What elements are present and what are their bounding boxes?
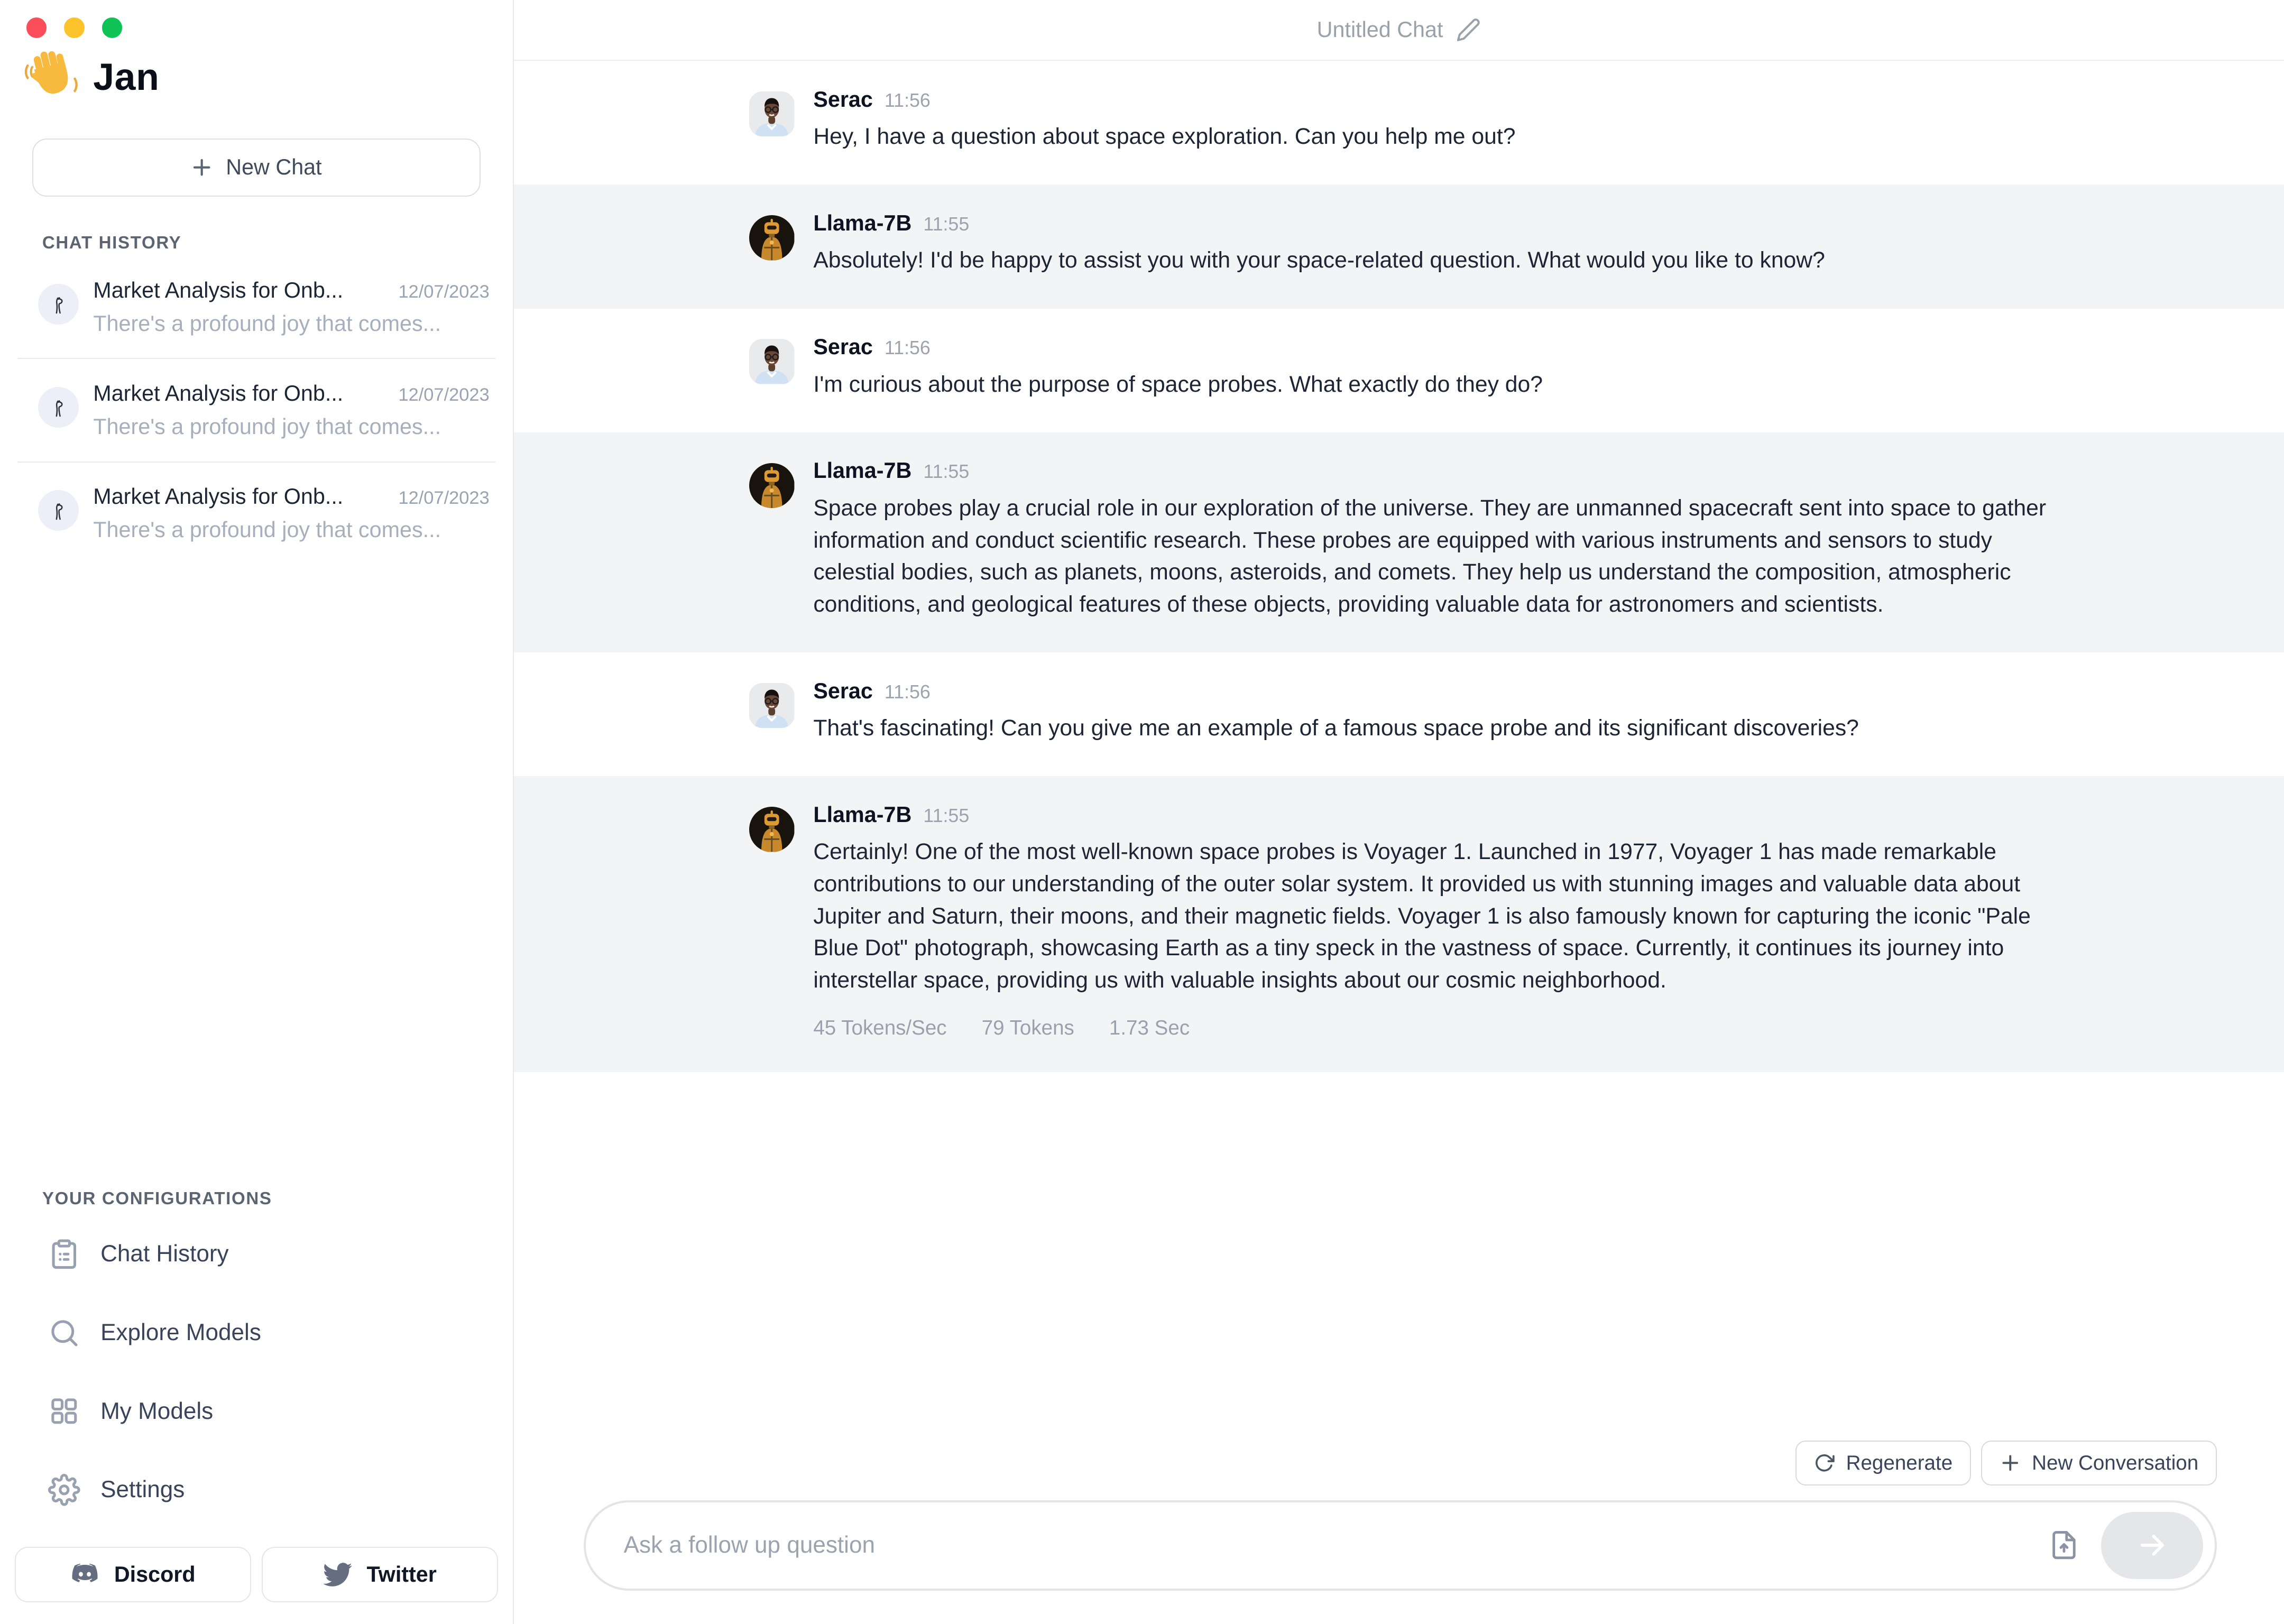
message-list — [514, 61, 2284, 1441]
message-time: 11:55 — [923, 461, 970, 483]
llama-avatar-icon — [38, 387, 79, 428]
assistant-avatar — [749, 463, 794, 508]
chat-preview: There's a profound joy that comes... — [93, 311, 441, 336]
sidebar-item-explore-models[interactable] — [0, 1294, 513, 1372]
message-input[interactable] — [621, 1530, 2037, 1560]
sidebar-item-settings[interactable] — [0, 1451, 513, 1529]
message-text: Space probes play a crucial role in our exploration of the universe. They are unmanned spacecraft sent into space to gather information and conduct scientific research. These probes are equipped with various instruments and sensors to study celestial bodies, such as planets, moons, asteroids, and comets. They help us understand the composition, atmospheric conditions, and geological features of these objects, providing valuable data for astronomers and scientists. — [813, 495, 2047, 617]
message-row-assistant — [514, 432, 2284, 652]
sidebar-item-my-models[interactable] — [0, 1372, 513, 1451]
file-upload-icon[interactable] — [2049, 1528, 2079, 1562]
waving-hand-icon — [21, 47, 82, 108]
message-row-user — [514, 61, 2284, 184]
message-input-bar — [584, 1500, 2217, 1591]
message-text: Hey, I have a question about space exploration. Can you help me out? — [813, 124, 1516, 150]
chat-title: Market Analysis for Onb... — [93, 278, 344, 302]
tokens-per-sec: 45 Tokens/Sec — [813, 1017, 947, 1040]
message-row-user — [514, 309, 2284, 432]
message-time: 11:56 — [884, 681, 931, 703]
assistant-avatar — [749, 215, 794, 260]
chat-date: 12/07/2023 — [398, 384, 490, 405]
plus-icon — [191, 156, 213, 178]
message-author: Serac — [813, 678, 873, 703]
pencil-icon[interactable] — [1456, 17, 1481, 42]
clipboard-icon — [48, 1238, 80, 1270]
sidebar — [0, 0, 514, 1624]
sidebar-item-chat-history[interactable] — [0, 1215, 513, 1294]
assistant-avatar — [749, 807, 794, 852]
message-author: Llama-7B — [813, 458, 912, 483]
grid-icon — [48, 1395, 80, 1427]
chat-date: 12/07/2023 — [398, 487, 490, 508]
arrow-right-icon — [2137, 1530, 2168, 1561]
message-row-user — [514, 652, 2284, 776]
message-author: Serac — [813, 335, 873, 359]
discord-icon — [70, 1560, 99, 1589]
zoom-window-button[interactable] — [102, 17, 123, 38]
close-window-button[interactable] — [26, 17, 47, 38]
chat-preview: There's a profound joy that comes... — [93, 414, 441, 439]
new-chat-button[interactable] — [32, 139, 481, 197]
generation-stats — [813, 1017, 2048, 1040]
search-icon — [48, 1317, 80, 1349]
message-author: Llama-7B — [813, 802, 912, 827]
user-avatar — [749, 339, 794, 384]
llama-avatar-icon — [38, 284, 79, 325]
twitter-label: Twitter — [366, 1562, 437, 1586]
message-time: 11:55 — [923, 213, 970, 235]
message-time: 11:56 — [884, 337, 931, 359]
message-text: That's fascinating! Can you give me an example of a famous space probe and its significant discoveries? — [813, 715, 1859, 741]
chat-history-list — [0, 256, 513, 564]
app-logo — [0, 38, 513, 108]
composer-actions — [584, 1441, 2217, 1485]
new-chat-label: New Chat — [226, 155, 322, 180]
chat-history-item[interactable] — [17, 463, 495, 565]
window-controls — [0, 0, 513, 38]
chat-date: 12/07/2023 — [398, 281, 490, 302]
user-avatar — [749, 683, 794, 728]
token-count: 79 Tokens — [981, 1017, 1074, 1040]
chat-title: Market Analysis for Onb... — [93, 484, 344, 509]
llama-avatar-icon — [38, 490, 79, 531]
chat-history-item[interactable] — [17, 256, 495, 359]
message-time: 11:55 — [923, 805, 970, 826]
discord-button[interactable] — [15, 1547, 252, 1602]
message-row-assistant — [514, 184, 2284, 308]
message-text: Certainly! One of the most well-known space probes is Voyager 1. Launched in 1977, Voyager 1 has made remarkable contributions to our understanding of the outer solar system. It provided us with stunning images and valuable data about Jupiter and Saturn, their moons, and their magnetic fields. Voyager 1 is also famously known for capturing the iconic "Pale Blue Dot" photograph, showcasing Earth as a tiny speck in the vastness of space. Currently, it continues its journey into interstellar space, providing us with valuable insights about our cosmic neighborhood. — [813, 839, 2031, 993]
generation-time: 1.73 Sec — [1109, 1017, 1190, 1040]
regenerate-button[interactable] — [1795, 1441, 1971, 1485]
sidebar-item-label: Explore Models — [100, 1319, 261, 1345]
composer — [584, 1441, 2217, 1591]
refresh-icon — [1814, 1453, 1835, 1473]
message-author: Serac — [813, 87, 873, 112]
sidebar-item-label: My Models — [100, 1398, 214, 1424]
gear-icon — [48, 1474, 80, 1506]
message-text: I'm curious about the purpose of space probes. What exactly do they do? — [813, 371, 1543, 397]
chat-title: Untitled Chat — [1316, 17, 1443, 42]
chat-panel — [514, 0, 2284, 1624]
user-avatar — [749, 91, 794, 136]
message-time: 11:56 — [884, 89, 931, 111]
twitter-icon — [323, 1560, 352, 1589]
chat-header — [514, 0, 2284, 61]
sidebar-item-label: Chat History — [100, 1241, 229, 1267]
discord-label: Discord — [114, 1562, 196, 1586]
chat-history-item[interactable] — [17, 359, 495, 462]
plus-icon — [2000, 1453, 2021, 1473]
message-author: Llama-7B — [813, 210, 912, 235]
app-name: Jan — [93, 56, 160, 98]
twitter-button[interactable] — [262, 1547, 499, 1602]
message-row-assistant — [514, 776, 2284, 1072]
new-conversation-label: New Conversation — [2032, 1451, 2199, 1474]
chat-title: Market Analysis for Onb... — [93, 381, 344, 405]
configurations-heading: YOUR CONFIGURATIONS — [42, 1188, 272, 1208]
minimize-window-button[interactable] — [64, 17, 85, 38]
chat-preview: There's a profound joy that comes... — [93, 518, 441, 542]
send-button[interactable] — [2101, 1512, 2203, 1579]
chat-history-heading: CHAT HISTORY — [42, 233, 182, 253]
regenerate-label: Regenerate — [1846, 1451, 1953, 1474]
sidebar-item-label: Settings — [100, 1477, 185, 1503]
message-text: Absolutely! I'd be happy to assist you with your space-related question. What would you like to know? — [813, 247, 1825, 273]
social-links — [15, 1547, 499, 1602]
new-conversation-button[interactable] — [1981, 1441, 2217, 1485]
